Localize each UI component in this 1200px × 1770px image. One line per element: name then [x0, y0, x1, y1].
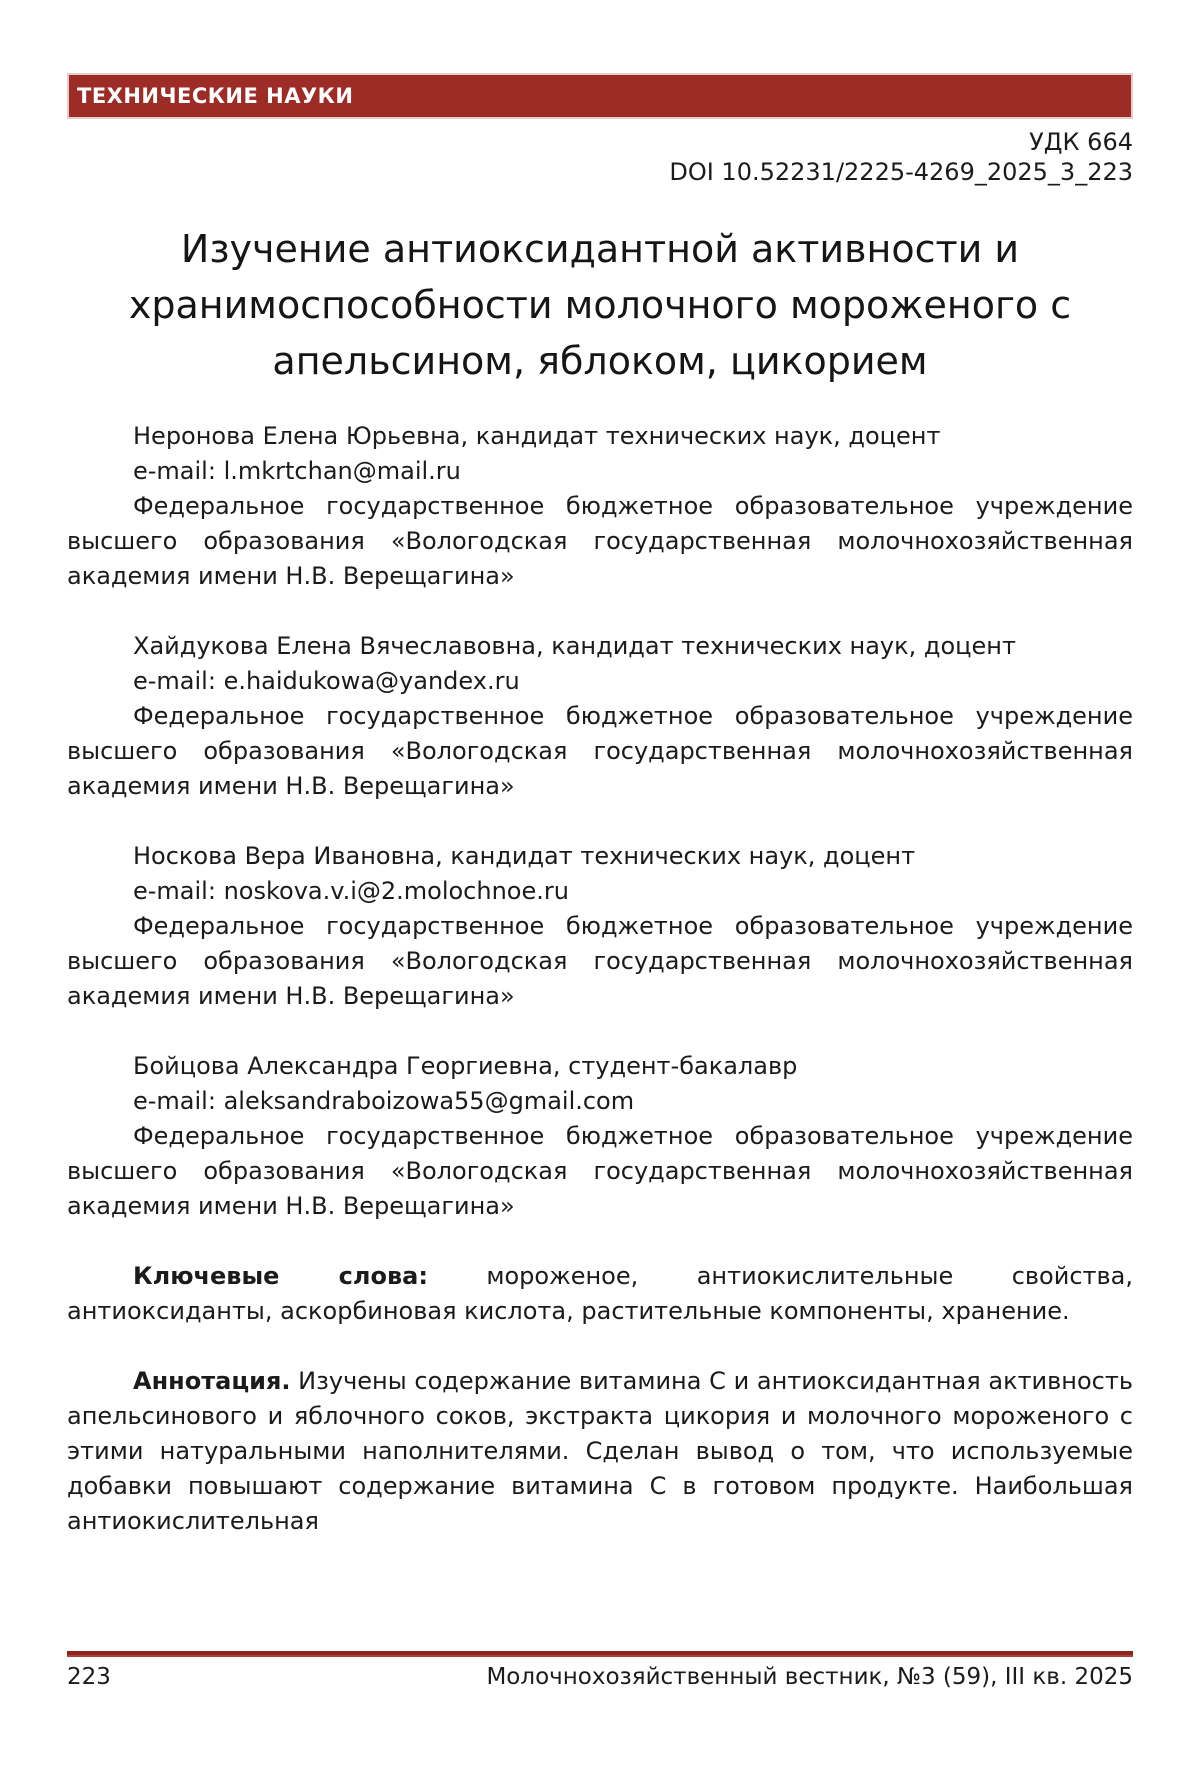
author-affiliation: Федеральное государственное бюджетное образовательное учреждение высшего образования «Вологодская государственная молочнохозяйственная академия имени Н.В. Верещагина»	[67, 492, 1133, 590]
author-affiliation: Федеральное государственное бюджетное образовательное учреждение высшего образования «Вологодская государственная молочнохозяйственная академия имени Н.В. Верещагина»	[67, 702, 1133, 800]
author-block-2	[67, 629, 1133, 804]
doi-code: DOI 10.52231/2225-4269_2025_3_223	[669, 158, 1133, 186]
author-block-1	[67, 419, 1133, 594]
keywords-text: мороженое, антиокислительные свойства, антиоксиданты, аскорбиновая кислота, растительные компоненты, хранение.	[67, 1262, 1133, 1325]
author-name: Неронова Елена Юрьевна, кандидат технических наук, доцент	[133, 422, 941, 450]
author-name: Носкова Вера Ивановна, кандидат технических наук, доцент	[133, 842, 916, 870]
section-header-bar	[67, 73, 1133, 119]
author-name: Хайдукова Елена Вячеславовна, кандидат технических наук, доцент	[133, 632, 1016, 660]
article-page	[0, 73, 1200, 1770]
author-email: e-mail: aleksandraboizowa55@gmail.com	[133, 1087, 635, 1115]
annotation-paragraph	[67, 1364, 1133, 1539]
author-block-4	[67, 1049, 1133, 1224]
footer-rule	[67, 1651, 1133, 1657]
article-body	[67, 419, 1133, 1539]
page-number: 223	[67, 1664, 111, 1690]
author-affiliation: Федеральное государственное бюджетное образовательное учреждение высшего образования «Вологодская государственная молочнохозяйственная академия имени Н.В. Верещагина»	[67, 1122, 1133, 1220]
section-header-label: ТЕХНИЧЕСКИЕ НАУКИ	[77, 84, 354, 108]
annotation-text: Изучены содержание витамина С и антиоксидантная активность апельсинового и яблочного соков, экстракта цикория и молочного мороженого с этими натуральными наполнителями. Сделан вывод о том, что используемые добавки повышают содержание витамина С в готовом продукте. Наибольшая антиокислительная	[67, 1367, 1133, 1535]
author-email: e-mail: e.haidukowa@yandex.ru	[133, 667, 520, 695]
author-block-3	[67, 839, 1133, 1014]
article-meta	[67, 127, 1133, 187]
author-affiliation: Федеральное государственное бюджетное образовательное учреждение высшего образования «Вологодская государственная молочнохозяйственная академия имени Н.В. Верещагина»	[67, 912, 1133, 1010]
udc-code: УДК 664	[1029, 128, 1133, 156]
annotation-label: Аннотация.	[133, 1367, 291, 1395]
journal-info: Молочнохозяйственный вестник, №3 (59), III кв. 2025	[486, 1664, 1133, 1690]
article-title: Изучение антиоксидантной активности и хранимоспособности молочного мороженого с апельсином, яблоком, цикорием	[128, 227, 1072, 383]
author-name: Бойцова Александра Георгиевна, студент-бакалавр	[133, 1052, 798, 1080]
author-email: e-mail: noskova.v.i@2.molochnoe.ru	[133, 877, 569, 905]
keywords-paragraph	[67, 1259, 1133, 1329]
keywords-label: Ключевые слова:	[133, 1262, 428, 1290]
page-footer	[67, 1651, 1133, 1690]
author-email: e-mail: l.mkrtchan@mail.ru	[133, 457, 461, 485]
